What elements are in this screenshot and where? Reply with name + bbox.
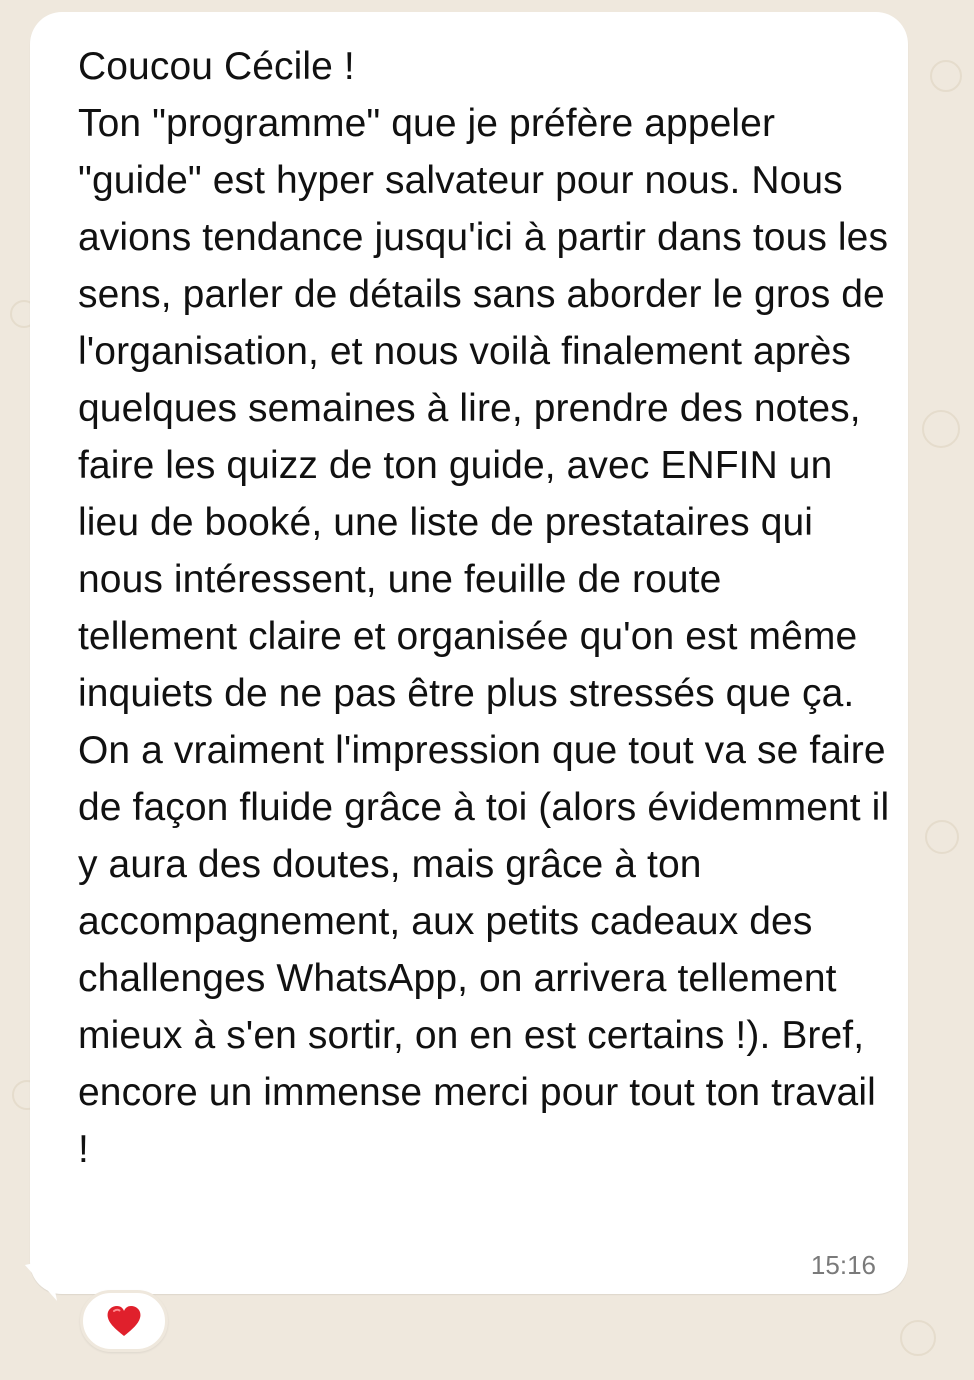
message-timestamp: 15:16 — [810, 1250, 876, 1280]
heart-icon — [106, 1304, 142, 1338]
background-doodle — [900, 1320, 936, 1356]
background-doodle — [925, 820, 959, 854]
message-text: Coucou Cécile ! Ton "programme" que je préfère appeler "guide" est hyper salvateur pour nous. Nous avions tendance jusqu'ici à partir dans tous les sens, parler de détails sans aborder le gros de l'organisation, et nous voilà finalement après quelques semaines à lire, prendre des notes, faire les quizz de ton guide, avec ENFIN un lieu de booké, une liste de prestataires qui nous intéressent, une feuille de route tellement claire et organisée qu'on est même inquiets de ne pas être plus stressés que ça. On a vraiment l'impression que tout va se faire de façon fluide grâce à toi (alors évidemment il y aura des doutes, mais grâce à ton accompagnement, aux petits cadeaux des challenges WhatsApp, on arrivera tellement mieux à s'en sortir, on en est certains !). Bref, encore un immense merci pour tout ton travail ! — [78, 45, 890, 1171]
background-doodle — [930, 60, 962, 92]
message-bubble[interactable] — [30, 12, 908, 1294]
reaction-badge[interactable] — [80, 1290, 168, 1352]
background-doodle — [922, 410, 960, 448]
